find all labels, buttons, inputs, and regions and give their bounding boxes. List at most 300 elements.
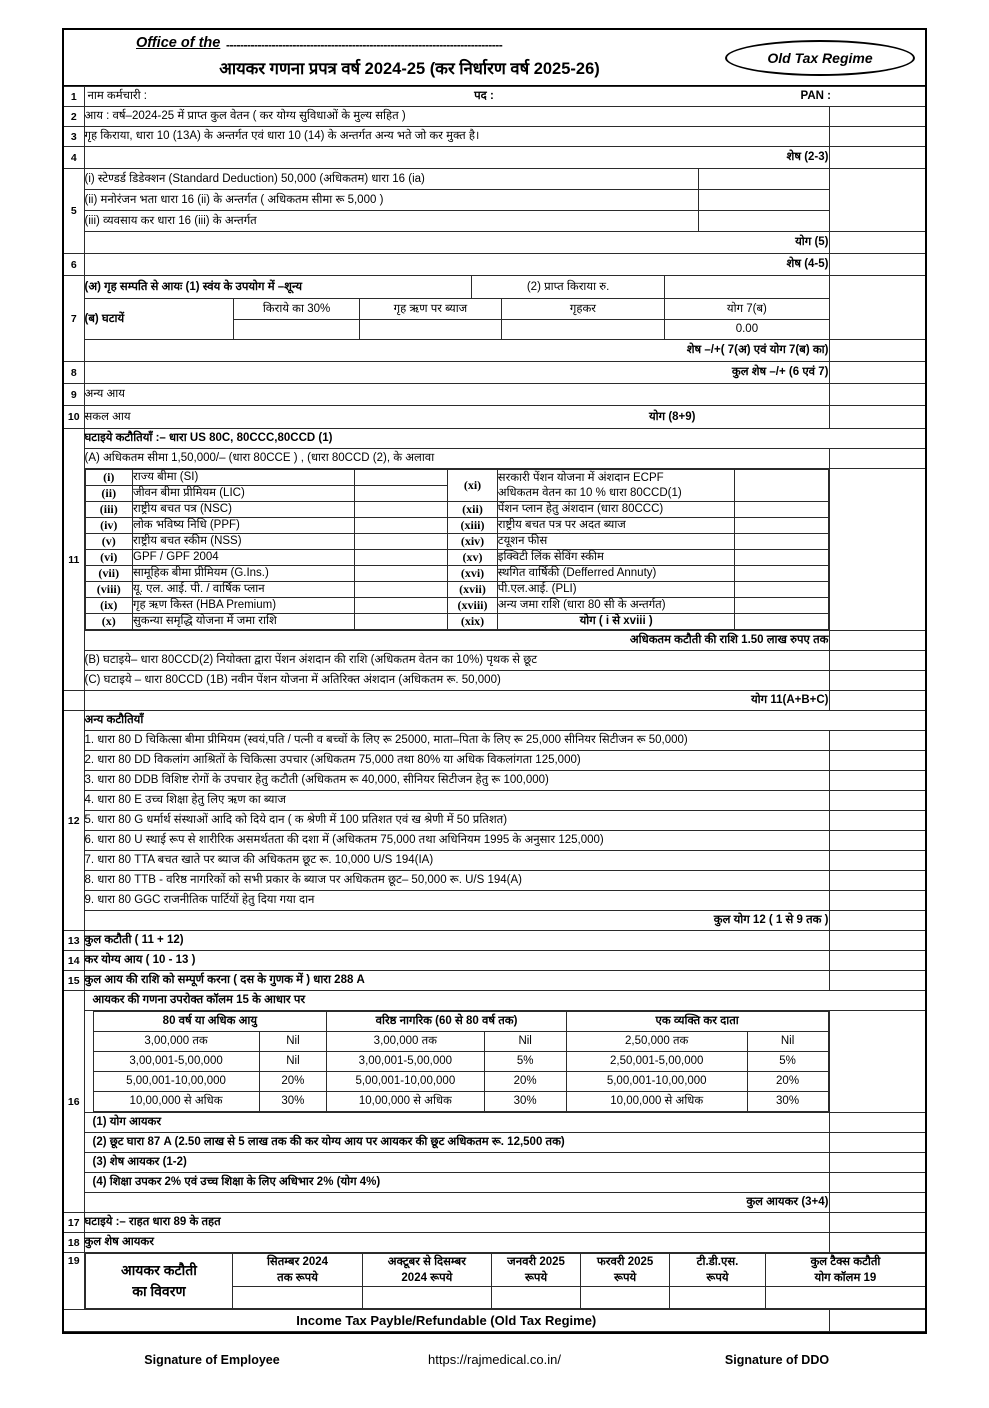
tds-value-cell[interactable] bbox=[233, 1287, 362, 1309]
table-row bbox=[85, 502, 828, 518]
slab-header-80plus: 80 वर्ष या अधिक आयु bbox=[93, 1012, 327, 1032]
row-7b-deductions bbox=[84, 299, 829, 340]
other-deduction-value[interactable] bbox=[829, 771, 925, 791]
office-label: Office of the bbox=[136, 35, 221, 51]
final-result-value[interactable] bbox=[829, 1310, 925, 1332]
item-label: लोक भविष्य निधि (PPF) bbox=[133, 518, 355, 534]
slab-rate: Nil bbox=[484, 1032, 566, 1052]
rent-30-percent-header: किराये का 30% bbox=[233, 299, 359, 319]
table-row bbox=[85, 566, 828, 582]
slab-range: 2,50,000 तक bbox=[566, 1032, 747, 1052]
table-row bbox=[64, 1113, 925, 1133]
row-11-C-label: (C) घटाइये – धारा 80CCD (1B) नवीन पेंशन योजना में अतिरिक्त अंशदान (अधिकतम रू. 50,000) bbox=[84, 671, 829, 691]
item-label-2: अधिकतम वेतन का 10 % धारा 80CCD(1) bbox=[497, 486, 735, 502]
row-18-label: कुल शेष आयकर bbox=[84, 1233, 829, 1253]
tds-col-header bbox=[670, 1254, 766, 1287]
item-value[interactable] bbox=[735, 502, 828, 518]
other-deduction-value[interactable] bbox=[829, 811, 925, 831]
row-11-total-label: योग 11(A+B+C) bbox=[84, 691, 829, 711]
table-row bbox=[85, 614, 828, 630]
item-value[interactable] bbox=[355, 614, 448, 630]
row-7-total-value[interactable] bbox=[829, 340, 925, 362]
entertainment-allowance-label: (ii) मनोरंजन भता धारा 16 (ii) के अन्तर्गत ( अधिकतम सीमा रू 5,000 ) bbox=[85, 190, 699, 210]
other-deduction-item: 4. धारा 80 E उच्च शिक्षा हेतु लिए ऋण का ब्याज bbox=[84, 791, 829, 811]
item-num: (v) bbox=[85, 534, 133, 550]
item-num: (xi) bbox=[448, 470, 498, 502]
table-row bbox=[85, 518, 828, 534]
row-11-B-value[interactable] bbox=[829, 651, 925, 671]
row-2-value[interactable] bbox=[829, 107, 925, 127]
item-value[interactable] bbox=[355, 502, 448, 518]
row-9-value[interactable] bbox=[829, 384, 925, 406]
item-value[interactable] bbox=[355, 518, 448, 534]
item-label: सुकन्या समृद्धि योजना में जमा राशि bbox=[133, 614, 355, 630]
row-7-total-label: शेष –/+( 7(अ) एवं योग 7(ब) का) bbox=[84, 340, 829, 362]
entertainment-allowance-value[interactable] bbox=[699, 190, 829, 210]
item-label: जीवन बीमा प्रीमियम (LIC) bbox=[133, 486, 355, 502]
item-value[interactable] bbox=[735, 614, 828, 630]
row-11-80c-value[interactable] bbox=[829, 469, 925, 631]
table-row bbox=[64, 107, 925, 127]
total-7b-header: योग 7(ब) bbox=[665, 299, 829, 319]
slab-header-senior: वरिष्ठ नागरिक (60 से 80 वर्ष तक) bbox=[327, 1012, 567, 1032]
row-number-4: 4 bbox=[64, 147, 84, 169]
table-row bbox=[64, 791, 925, 811]
slab-rate: 30% bbox=[747, 1092, 828, 1112]
status-badge-old-tax-regime: Old Tax Regime bbox=[725, 40, 915, 76]
row-6-value[interactable] bbox=[829, 254, 925, 276]
slab-range: 3,00,000 तक bbox=[93, 1032, 259, 1052]
table-row bbox=[64, 406, 925, 429]
form-footer bbox=[62, 1352, 927, 1367]
row-10-gross-income bbox=[84, 406, 829, 429]
row-13-value[interactable] bbox=[829, 931, 925, 951]
tds-col-header bbox=[233, 1254, 362, 1287]
slab-rate: 20% bbox=[484, 1072, 566, 1092]
table-row bbox=[85, 470, 828, 486]
tds-col-header-l2: योग कॉलम 19 bbox=[814, 1272, 877, 1285]
tds-col-header-l1: सितम्बर 2024 bbox=[266, 1256, 329, 1268]
row-number-15: 15 bbox=[64, 971, 84, 991]
row-16-1-value[interactable] bbox=[829, 1113, 925, 1133]
item-num: (viii) bbox=[85, 582, 133, 598]
row-number-7: 7 bbox=[64, 276, 84, 362]
tds-col-header-l2: रूपये bbox=[524, 1272, 548, 1285]
row-16-3-label: (3) शेष आयकर (1-2) bbox=[84, 1153, 829, 1173]
tds-value-cell[interactable] bbox=[362, 1287, 491, 1309]
table-row bbox=[64, 711, 925, 731]
other-deduction-item: 1. धारा 80 D चिकित्सा बीमा प्रीमियम (स्वयं,पति / पत्नी व बच्चों के लिए रू 25000, माता–पिता के लिए रू 25,000 सीनियर सिटीजन रू 50,000) bbox=[84, 731, 829, 751]
row-15-value[interactable] bbox=[829, 971, 925, 991]
main-form-table bbox=[64, 86, 925, 1332]
row-16-slab-value[interactable] bbox=[829, 1011, 925, 1113]
table-row bbox=[64, 232, 925, 254]
other-deduction-item: 2. धारा 80 DD विकलांग आश्रितों के चिकित्सा उपचार (अधिकतम 75,000 तथा 80% या अधिक विकलांगता 125,000) bbox=[84, 751, 829, 771]
table-row bbox=[64, 340, 925, 362]
row-number-2: 2 bbox=[64, 107, 84, 127]
row-number-17: 17 bbox=[64, 1213, 84, 1233]
table-row bbox=[93, 1092, 828, 1112]
table-row bbox=[64, 931, 925, 951]
home-loan-interest-header: गृह ऋण पर ब्याज bbox=[360, 299, 501, 319]
table-row bbox=[64, 190, 925, 211]
item-num: (vii) bbox=[85, 566, 133, 582]
tds-col-header-l2: रूपये bbox=[614, 1272, 637, 1285]
row-16-heading: आयकर की गणना उपरोक्त कॉलम 15 के आधार पर bbox=[84, 991, 925, 1011]
table-row bbox=[64, 691, 925, 711]
row-7-value[interactable] bbox=[829, 276, 925, 340]
table-row bbox=[85, 598, 828, 614]
row-number-16: 16 bbox=[64, 991, 84, 1213]
slab-rate: 5% bbox=[747, 1052, 828, 1072]
table-row bbox=[85, 534, 828, 550]
tax-form-container bbox=[62, 28, 927, 1334]
row-15-label: कुल आय की राशि को सम्पूर्ण करना ( दस के गुणक में ) धारा 288 A bbox=[84, 971, 829, 991]
tds-value-cell[interactable] bbox=[670, 1287, 766, 1309]
row-17-label: घटाइये :– राहत धारा 89 के तहत bbox=[84, 1213, 829, 1233]
item-label: सामूहिक बीमा प्रीमियम (G.Ins.) bbox=[133, 566, 355, 582]
tds-col-header-l1: अक्टूबर से दिसम्बर bbox=[387, 1256, 466, 1268]
page-title: आयकर गणना प्रपत्र वर्ष 2024-25 (कर निर्धारण वर्ष 2025-26) bbox=[219, 60, 600, 78]
item-value[interactable] bbox=[735, 470, 828, 502]
tds-value-cell[interactable] bbox=[765, 1287, 925, 1309]
tds-row-title-line2: का विवरण bbox=[132, 1283, 186, 1300]
slab-range: 5,00,001-10,00,000 bbox=[566, 1072, 747, 1092]
row-number-14: 14 bbox=[64, 951, 84, 971]
tds-col-header-l1: कुल टैक्स कटौती bbox=[810, 1256, 881, 1268]
item-value[interactable] bbox=[355, 486, 448, 502]
tds-col-header-l2: तक रूपये bbox=[277, 1272, 318, 1285]
item-label: GPF / GPF 2004 bbox=[133, 550, 355, 566]
row-16-2-label: (2) छूट घारा 87 A (2.50 लाख से 5 लाख तक की कर योग्य आय पर आयकर की छूट अधिकतम रू. 12,500 तक) bbox=[84, 1133, 829, 1153]
less-label: (ब) घटायें bbox=[85, 299, 234, 339]
row-5-sub-ii bbox=[84, 190, 829, 211]
table-row bbox=[64, 384, 925, 406]
row-16-4-label: (4) शिक्षा उपकर 2% एवं उच्च शिक्षा के लिए अधिभार 2% (योग 4%) bbox=[84, 1173, 829, 1193]
standard-deduction-value[interactable] bbox=[699, 169, 829, 189]
table-row bbox=[93, 1052, 828, 1072]
item-value[interactable] bbox=[355, 550, 448, 566]
item-label: राष्ट्रीय बचत पत्र (NSC) bbox=[133, 502, 355, 518]
table-row bbox=[64, 971, 925, 991]
other-deduction-item: 5. धारा 80 G धर्मार्थ संस्थाओं आदि को दिये दान ( क श्रेणी में 100 प्रतिशत एवं ख श्रेणी में 50 प्रतिशत) bbox=[84, 811, 829, 831]
item-num: (xvi) bbox=[448, 566, 498, 582]
slab-rate: 5% bbox=[484, 1052, 566, 1072]
final-result-label: Income Tax Payble/Refundable (Old Tax Regime) bbox=[64, 1310, 829, 1332]
item-label: पेंशन प्लान हेतु अंशदान (धारा 80CCC) bbox=[497, 502, 735, 518]
rent-received-value[interactable] bbox=[665, 276, 829, 298]
row-17-value[interactable] bbox=[829, 1213, 925, 1233]
row-11-total-value[interactable] bbox=[829, 691, 925, 711]
row-5-value-outer[interactable] bbox=[829, 169, 925, 232]
table-row bbox=[64, 211, 925, 232]
item-num: (xviii) bbox=[448, 598, 498, 614]
slab-rate: 30% bbox=[484, 1092, 566, 1112]
row-16-2-value[interactable] bbox=[829, 1133, 925, 1153]
rent-received-label: (2) प्राप्त किराया रु. bbox=[471, 276, 664, 298]
tds-col-header-l2: 2024 रूपये bbox=[401, 1272, 453, 1285]
slab-range: 10,00,000 से अधिक bbox=[327, 1092, 484, 1112]
row-10-value[interactable] bbox=[829, 406, 925, 429]
row-12-heading: अन्य कटौतियाँ bbox=[84, 711, 925, 731]
row-number-18: 18 bbox=[64, 1233, 84, 1253]
row-7a-house-property bbox=[84, 276, 829, 299]
tds-row-title bbox=[85, 1254, 233, 1309]
item-value[interactable] bbox=[735, 534, 828, 550]
item-label: गृह ऋण किस्त (HBA Premium) bbox=[133, 598, 355, 614]
tds-detail-table bbox=[85, 1253, 926, 1309]
row-12-total-label: कुल योग 12 ( 1 से 9 तक ) bbox=[84, 911, 829, 931]
table-row bbox=[64, 1193, 925, 1213]
table-row bbox=[64, 811, 925, 831]
source-url[interactable]: https://rajmedical.co.in/ bbox=[428, 1352, 561, 1367]
row-16-1-label: (1) योग आयकर bbox=[84, 1113, 829, 1133]
professional-tax-value[interactable] bbox=[699, 211, 829, 231]
tds-value-cell[interactable] bbox=[581, 1287, 670, 1309]
row-9-other-income-label: अन्य आय bbox=[84, 384, 829, 406]
item-label: राज्य बीमा (SI) bbox=[133, 470, 355, 486]
item-label: राष्ट्रीय बचत स्कीम (NSS) bbox=[133, 534, 355, 550]
table-row bbox=[64, 469, 925, 631]
row-11-A-value[interactable] bbox=[829, 449, 925, 469]
item-label: इक्विटी लिंक सेविंग स्कीम bbox=[497, 550, 735, 566]
row-2-gross-salary-label: आय : वर्ष–2024-25 में प्राप्त कुल वेतन ( कर योग्य सुविधाओं के मुल्य सहित ) bbox=[84, 107, 829, 127]
table-row bbox=[64, 1133, 925, 1153]
tds-col-header bbox=[581, 1254, 670, 1287]
item-label: अन्य जमा राशि (धारा 80 सी के अन्तर्गत) bbox=[497, 598, 735, 614]
table-row bbox=[64, 831, 925, 851]
tds-value-cell[interactable] bbox=[492, 1287, 581, 1309]
table-row bbox=[64, 1233, 925, 1253]
item-value[interactable] bbox=[355, 582, 448, 598]
item-value[interactable] bbox=[735, 582, 828, 598]
house-tax-value[interactable] bbox=[501, 319, 665, 339]
table-row bbox=[64, 1173, 925, 1193]
designation-label: पद : bbox=[474, 90, 494, 103]
other-deduction-value[interactable] bbox=[829, 751, 925, 771]
row-16-4-value[interactable] bbox=[829, 1173, 925, 1193]
row-number-19: 19 bbox=[64, 1253, 84, 1310]
row-11-max-limit-value[interactable] bbox=[829, 631, 925, 651]
item-value[interactable] bbox=[355, 598, 448, 614]
slab-rate: 20% bbox=[259, 1072, 327, 1092]
table-row bbox=[85, 1254, 925, 1287]
other-deduction-item: 7. धारा 80 TTA बचत खाते पर ब्याज की अधिकतम छूट रू. 10,000 U/S 194(IA) bbox=[84, 851, 829, 871]
table-row bbox=[64, 87, 925, 107]
item-label: पी.एल.आई. (PLI) bbox=[497, 582, 735, 598]
table-row bbox=[64, 951, 925, 971]
table-row bbox=[64, 751, 925, 771]
table-row bbox=[64, 127, 925, 147]
table-row bbox=[64, 891, 925, 911]
row-14-value[interactable] bbox=[829, 951, 925, 971]
table-row bbox=[64, 1310, 925, 1332]
table-row bbox=[64, 1213, 925, 1233]
slab-range: 5,00,001-10,00,000 bbox=[93, 1072, 259, 1092]
slab-range: 2,50,001-5,00,000 bbox=[566, 1052, 747, 1072]
table-row bbox=[93, 1012, 828, 1032]
office-dashed-line: ------------------------------------------------------------------------------- bbox=[226, 38, 503, 52]
table-row bbox=[64, 771, 925, 791]
table-row bbox=[64, 911, 925, 931]
slab-rate: Nil bbox=[259, 1032, 327, 1052]
row-5-total-label: योग (5) bbox=[84, 232, 829, 254]
table-row bbox=[64, 631, 925, 651]
row-11-C-value[interactable] bbox=[829, 671, 925, 691]
row-11-total-spacer bbox=[64, 691, 84, 711]
item-num: (iii) bbox=[85, 502, 133, 518]
table-row bbox=[64, 871, 925, 891]
slab-header-individual: एक व्यक्ति कर दाता bbox=[566, 1012, 828, 1032]
form-header bbox=[64, 30, 925, 86]
slab-range: 3,00,001-5,00,000 bbox=[93, 1052, 259, 1072]
row-number-9: 9 bbox=[64, 384, 84, 406]
item-label: टयूशन फीस bbox=[497, 534, 735, 550]
deductions-80c-table-wrap bbox=[84, 469, 829, 631]
tds-row-title-line1: आयकर कटौती bbox=[120, 1262, 197, 1279]
tds-detail-table-wrap bbox=[84, 1253, 925, 1310]
row-number-3: 3 bbox=[64, 127, 84, 147]
row-12-total-value[interactable] bbox=[829, 911, 925, 931]
house-tax-header: गृहकर bbox=[501, 299, 665, 319]
row-1-identity bbox=[84, 87, 925, 107]
row-3-value[interactable] bbox=[829, 127, 925, 147]
home-loan-interest-value[interactable] bbox=[360, 319, 501, 339]
gross-income-sum-label: योग (8+9) bbox=[649, 410, 696, 423]
other-deduction-value[interactable] bbox=[829, 871, 925, 891]
item-value[interactable] bbox=[355, 534, 448, 550]
table-row bbox=[64, 1153, 925, 1173]
table-row bbox=[64, 731, 925, 751]
signature-of-ddo-label: Signature of DDO bbox=[724, 1352, 830, 1367]
item-value[interactable] bbox=[735, 518, 828, 534]
table-row bbox=[93, 1072, 828, 1092]
other-deduction-item: 3. धारा 80 DDB विशिष्ट रोगों के उपचार हेतु कटौती (अधिकतम रू 40,000, सीनियर सिटीजन हेतु रू 100,000) bbox=[84, 771, 829, 791]
total-7b-value: 0.00 bbox=[735, 323, 759, 336]
table-row bbox=[64, 671, 925, 691]
item-label: राष्ट्रीय बचत पत्र पर अदत ब्याज bbox=[497, 518, 735, 534]
row-11-B-label: (B) घटाइये– धारा 80CCD(2) नियोक्ता द्वारा पेंशन अंशदान की राशि (अधिकतम वेतन का 10%) पृथक से छूट bbox=[84, 651, 829, 671]
row-13-label: कुल कटौती ( 11 + 12) bbox=[84, 931, 829, 951]
deductions-80c-table bbox=[85, 469, 829, 630]
row-8-label: कुल शेष –/+ (6 एवं 7) bbox=[84, 362, 829, 384]
row-4-balance-label: शेष (2-3) bbox=[84, 147, 829, 169]
slab-range: 3,00,001-5,00,000 bbox=[327, 1052, 484, 1072]
professional-tax-label: (iii) व्यवसाय कर धारा 16 (iii) के अन्तर्गत bbox=[85, 211, 699, 231]
row-5-sub-iii bbox=[84, 211, 829, 232]
item-num: (xv) bbox=[448, 550, 498, 566]
row-16-total-label: कुल आयकर (3+4) bbox=[84, 1193, 829, 1213]
other-deduction-item: 6. धारा 80 U स्थाई रूप से शारीरिक असमर्थतता की दशा में (अधिकतम 75,000 तथा अधिनियम 1995 के अनुसार 125,000) bbox=[84, 831, 829, 851]
slab-rate: 30% bbox=[259, 1092, 327, 1112]
item-value[interactable] bbox=[735, 566, 828, 582]
item-label: सरकारी पेंशन योजना में अंशदान ECPF bbox=[497, 470, 735, 486]
item-num: (xii) bbox=[448, 502, 498, 518]
item-value[interactable] bbox=[735, 598, 828, 614]
tds-col-header bbox=[362, 1254, 491, 1287]
slab-range: 10,00,000 से अधिक bbox=[93, 1092, 259, 1112]
row-11-heading: घटाइये कटौतियाँ :– धारा US 80C, 80CCC,80CCD (1) bbox=[84, 429, 925, 449]
row-5-total-value[interactable] bbox=[829, 232, 925, 254]
other-deduction-value[interactable] bbox=[829, 851, 925, 871]
slab-rate: 20% bbox=[747, 1072, 828, 1092]
table-row bbox=[64, 169, 925, 190]
other-deduction-value[interactable] bbox=[829, 891, 925, 911]
row-8-value[interactable] bbox=[829, 362, 925, 384]
tax-slab-table bbox=[93, 1011, 829, 1112]
table-row bbox=[64, 362, 925, 384]
rent-30-percent-value[interactable] bbox=[233, 319, 359, 339]
table-row bbox=[64, 851, 925, 871]
gross-income-label: सकल आय bbox=[84, 410, 131, 423]
signature-of-employee-label: Signature of Employee bbox=[144, 1352, 280, 1367]
item-num: (xvii) bbox=[448, 582, 498, 598]
table-row bbox=[64, 1253, 925, 1310]
row-number-1: 1 bbox=[64, 87, 84, 107]
table-row bbox=[93, 1032, 828, 1052]
item-value[interactable] bbox=[355, 470, 448, 486]
row-3-hra-exempt-label: गृह किराया, धारा 10 (13A) के अन्तर्गत एवं धारा 10 (14) के अन्तर्गत अन्य भते जो कर मुक्त है। bbox=[84, 127, 829, 147]
item-label: योग ( i से xviii ) bbox=[497, 614, 735, 630]
row-number-5: 5 bbox=[64, 169, 84, 254]
house-property-self-label: (अ) गृह सम्पति से आयः (1) स्वंय के उपयोग में –शून्य bbox=[85, 276, 472, 298]
item-num: (xiii) bbox=[448, 518, 498, 534]
item-num: (i) bbox=[85, 470, 133, 486]
row-5-sub-i bbox=[84, 169, 829, 190]
table-row bbox=[85, 582, 828, 598]
row-11-A-label: (A) अधिकतम सीमा 1,50,000/– (धारा 80CCE ) , (धारा 80CCD (2), के अलावा bbox=[84, 449, 829, 469]
item-num: (x) bbox=[85, 614, 133, 630]
item-num: (iv) bbox=[85, 518, 133, 534]
table-row bbox=[64, 449, 925, 469]
slab-range: 5,00,001-10,00,000 bbox=[327, 1072, 484, 1092]
other-deduction-value[interactable] bbox=[829, 791, 925, 811]
tds-col-header bbox=[492, 1254, 581, 1287]
table-row bbox=[64, 991, 925, 1011]
table-row bbox=[64, 1011, 925, 1113]
item-value[interactable] bbox=[355, 566, 448, 582]
other-deduction-value[interactable] bbox=[829, 831, 925, 851]
item-num: (xix) bbox=[448, 614, 498, 630]
row-16-total-value[interactable] bbox=[829, 1193, 925, 1213]
item-num: (xiv) bbox=[448, 534, 498, 550]
item-value[interactable] bbox=[735, 550, 828, 566]
tds-col-header-l1: टी.डी.एस. bbox=[696, 1256, 739, 1268]
item-num: (ix) bbox=[85, 598, 133, 614]
item-num: (ii) bbox=[85, 486, 133, 502]
slab-range: 10,00,000 से अधिक bbox=[566, 1092, 747, 1112]
slab-range: 3,00,000 तक bbox=[327, 1032, 484, 1052]
tds-col-header bbox=[765, 1254, 925, 1287]
tds-col-header-l1: फरवरी 2025 bbox=[596, 1256, 654, 1268]
row-number-8: 8 bbox=[64, 362, 84, 384]
row-4-value[interactable] bbox=[829, 147, 925, 169]
row-16-3-value[interactable] bbox=[829, 1153, 925, 1173]
other-deduction-value[interactable] bbox=[829, 731, 925, 751]
other-deduction-item: 8. धारा 80 TTB - वरिष्ठ नागरिकों को सभी प्रकार के ब्याज पर अधिकतम छूट– 50,000 रू. U/S 194(A) bbox=[84, 871, 829, 891]
table-row bbox=[85, 550, 828, 566]
row-number-12: 12 bbox=[64, 711, 84, 931]
table-row bbox=[64, 254, 925, 276]
row-14-label: कर योग्य आय ( 10 - 13 ) bbox=[84, 951, 829, 971]
row-number-10: 10 bbox=[64, 406, 84, 429]
table-row bbox=[64, 299, 925, 340]
other-deduction-item: 9. धारा 80 GGC राजनीतिक पार्टियों हेतु दिया गया दान bbox=[84, 891, 829, 911]
tds-col-header-l2: रूपये bbox=[706, 1272, 729, 1285]
row-6-balance-label: शेष (4-5) bbox=[84, 254, 829, 276]
row-18-value[interactable] bbox=[829, 1233, 925, 1253]
item-label: यू. एल. आई. पी. / वार्षिक प्लान bbox=[133, 582, 355, 598]
